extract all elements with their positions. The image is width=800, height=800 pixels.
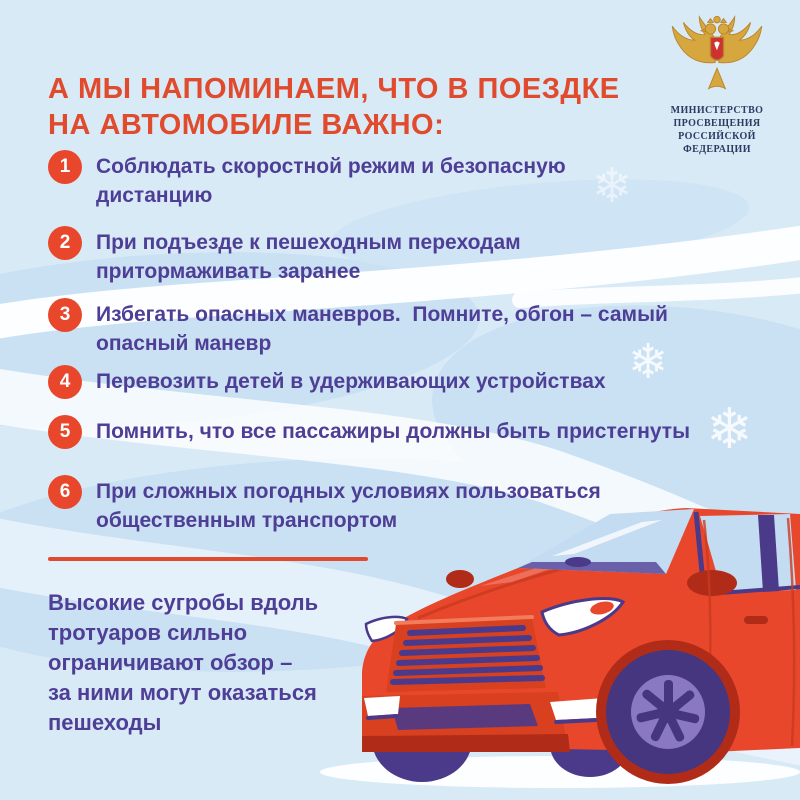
list-item — [48, 300, 688, 358]
item-text-line: При сложных погодных условиях пользоваться — [96, 480, 601, 503]
car-illustration — [360, 500, 800, 800]
poster-title — [48, 71, 668, 143]
item-number-badge: 4 — [48, 365, 82, 399]
list-item — [48, 417, 691, 449]
eagle-emblem-icon — [669, 14, 765, 98]
item-text-line: общественным транспортом — [96, 509, 398, 532]
item-number-badge: 2 — [48, 226, 82, 260]
item-number-badge: 1 — [48, 150, 82, 184]
item-text-line: Помнить, что все пассажиры должны быть пристегнуты — [96, 420, 691, 443]
item-text-line: Перевозить детей в удерживающих устройствах — [96, 370, 606, 393]
ministry-logo — [642, 14, 792, 156]
snowflake-icon: ❄ — [706, 397, 753, 462]
footnote-text — [48, 588, 378, 738]
item-text — [96, 367, 606, 396]
item-text — [96, 300, 668, 358]
snowflake-icon: ❄ — [628, 334, 669, 390]
item-text-line: притормаживать заранее — [96, 260, 361, 283]
footnote-line: пешеходы — [48, 710, 162, 735]
footnote-line: за ними могут оказаться — [48, 680, 317, 705]
list-item — [48, 228, 688, 286]
divider — [48, 557, 368, 561]
title-line: А МЫ НАПОМИНАЕМ, ЧТО В ПОЕЗДКЕ — [48, 73, 620, 106]
item-text-line: Избегать опасных маневров. Помните, обгон – самый — [96, 303, 668, 326]
item-text — [96, 152, 566, 210]
item-text-line: Соблюдать скоростной режим и безопасную — [96, 155, 566, 178]
list-item — [48, 152, 688, 214]
title-line: НА АВТОМОБИЛЕ ВАЖНО: — [48, 109, 445, 142]
snowflake-icon: ❄ — [592, 158, 633, 214]
list-item — [48, 367, 688, 399]
footnote-line: Высокие сугробы вдоль — [48, 590, 319, 615]
item-text-line: дистанцию — [96, 184, 213, 207]
item-text — [96, 417, 690, 446]
item-text-line: опасный маневр — [96, 332, 272, 355]
item-number-badge: 6 — [48, 475, 82, 509]
list-item — [48, 477, 688, 535]
footnote-line: ограничивают обзор – — [48, 650, 293, 675]
item-text-line: При подъезде к пешеходным переходам — [96, 231, 521, 254]
item-text — [96, 228, 521, 286]
footnote-line: тротуаров сильно — [48, 620, 248, 645]
ministry-name — [642, 104, 792, 156]
item-text — [96, 477, 601, 535]
ministry-name-line: ФЕДЕРАЦИИ — [683, 144, 751, 155]
safety-list — [48, 152, 691, 535]
ministry-name-line: ПРОСВЕЩЕНИЯ — [673, 118, 761, 129]
item-number-badge: 5 — [48, 415, 82, 449]
ministry-name-line: МИНИСТЕРСТВО — [670, 105, 764, 116]
item-number-badge: 3 — [48, 298, 82, 332]
ministry-name-line: РОССИЙСКОЙ — [678, 131, 756, 142]
